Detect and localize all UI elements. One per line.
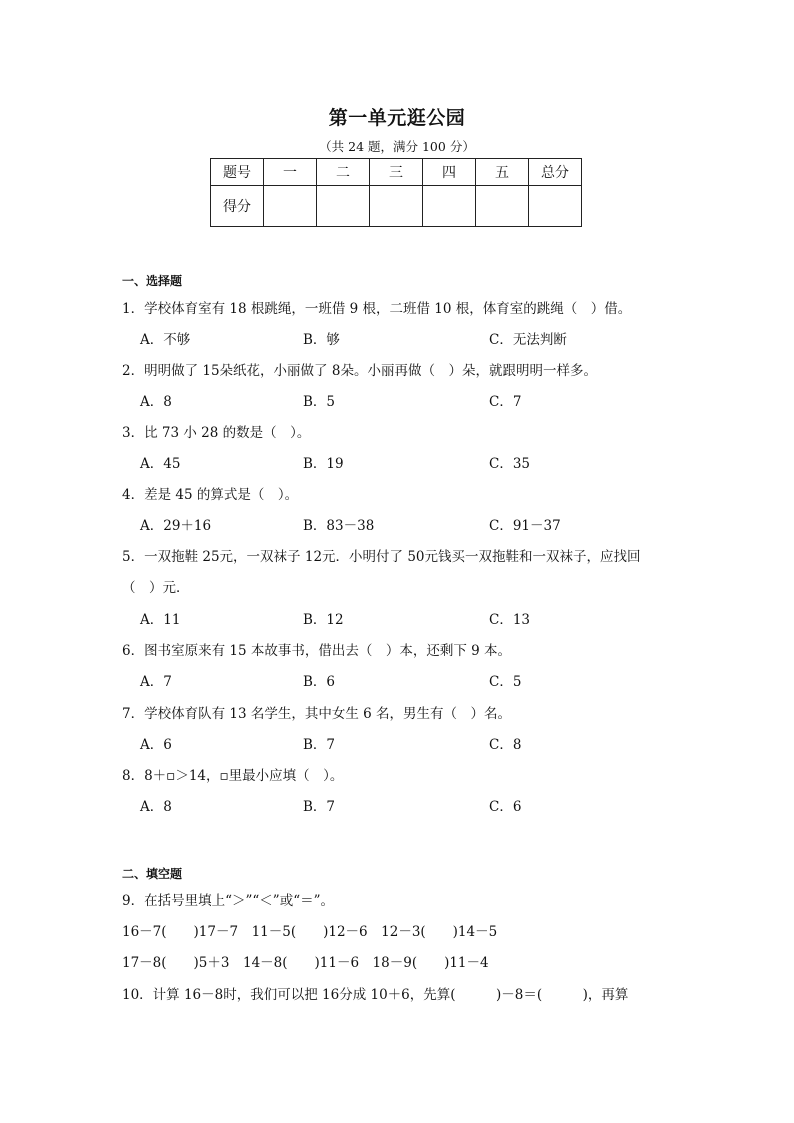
score-table-score-row — [211, 186, 582, 227]
question-6: 6．图书室原来有 15 本故事书，借出去（ ）本，还剩下 9 本。 — [122, 643, 512, 659]
q1-option-b[interactable]: B．够 — [303, 332, 340, 348]
q7-option-b[interactable]: B．7 — [303, 737, 336, 753]
q3-option-b[interactable]: B．19 — [303, 456, 344, 472]
question-8: 8．8＋▫＞14，▫里最小应填（ ）。 — [122, 768, 344, 784]
q5-option-a[interactable]: A．11 — [140, 612, 181, 628]
q7-option-c[interactable]: C．8 — [489, 737, 522, 753]
score-header-cell: 三 — [370, 159, 423, 186]
question-3: 3．比 73 小 28 的数是（ ）。 — [122, 425, 311, 441]
score-cell[interactable] — [370, 186, 423, 227]
question-4: 4．差是 45 的算式是（ ）。 — [122, 487, 299, 503]
section-heading-fill: 二、填空题 — [122, 867, 183, 881]
page-subtitle: （共 24 题，满分 100 分） — [319, 139, 475, 154]
score-cell[interactable] — [529, 186, 582, 227]
q4-option-c[interactable]: C．91－37 — [489, 518, 561, 534]
q1-option-a[interactable]: A．不够 — [140, 332, 191, 348]
question-9: 9．在括号里填上“＞”“＜”或“＝”。 — [122, 893, 334, 909]
q6-option-a[interactable]: A．7 — [140, 674, 172, 690]
score-cell[interactable] — [476, 186, 529, 227]
q1-option-c[interactable]: C．无法判断 — [489, 332, 567, 348]
q7-option-a[interactable]: A．6 — [140, 737, 172, 753]
q2-option-c[interactable]: C．7 — [489, 394, 522, 410]
q8-option-b[interactable]: B．7 — [303, 799, 336, 815]
q6-option-c[interactable]: C．5 — [489, 674, 522, 690]
score-header-cell: 五 — [476, 159, 529, 186]
page-title: 第一单元逛公园 — [328, 107, 466, 129]
question-7: 7．学校体育队有 13 名学生，其中女生 6 名，男生有（ ）名。 — [122, 706, 512, 722]
q2-option-a[interactable]: A．8 — [140, 394, 172, 410]
question-5-continued: （ ）元． — [122, 580, 190, 596]
section-heading-choice: 一、选择题 — [122, 274, 183, 288]
score-header-cell: 题号 — [211, 159, 264, 186]
q5-option-c[interactable]: C．13 — [489, 612, 531, 628]
q6-option-b[interactable]: B．6 — [303, 674, 336, 690]
q5-option-b[interactable]: B．12 — [303, 612, 344, 628]
question-1: 1．学校体育室有 18 根跳绳，一班借 9 根，二班借 10 根，体育室的跳绳（ ）借。 — [122, 301, 632, 317]
score-table-header-row — [211, 159, 582, 186]
score-table — [210, 158, 582, 227]
q4-option-a[interactable]: A．29＋16 — [140, 518, 212, 534]
score-cell[interactable] — [423, 186, 476, 227]
score-cell[interactable] — [317, 186, 370, 227]
score-header-cell: 一 — [264, 159, 317, 186]
question-2: 2．明明做了 15朵纸花，小丽做了 8朵。小丽再做（ ）朵，就跟明明一样多。 — [122, 363, 597, 379]
q9-line-2[interactable]: 17－8( )5＋3 14－8( )11－6 18－9( )11－4 — [122, 955, 489, 971]
score-header-cell: 总分 — [529, 159, 582, 186]
q9-line-1[interactable]: 16－7( )17－7 11－5( )12－6 12－3( )14－5 — [122, 924, 498, 940]
question-10: 10．计算 16－8时，我们可以把 16分成 10＋6，先算( )－8＝( )，再算 — [122, 987, 629, 1003]
question-5: 5．一双拖鞋 25元，一双袜子 12元．小明付了 50元钱买一双拖鞋和一双袜子，应找回 — [122, 549, 641, 565]
q2-option-b[interactable]: B．5 — [303, 394, 336, 410]
score-row-label: 得分 — [211, 186, 264, 227]
q3-option-c[interactable]: C．35 — [489, 456, 531, 472]
q4-option-b[interactable]: B．83－38 — [303, 518, 375, 534]
score-header-cell: 四 — [423, 159, 476, 186]
score-header-cell: 二 — [317, 159, 370, 186]
q8-option-c[interactable]: C．6 — [489, 799, 522, 815]
q3-option-a[interactable]: A．45 — [140, 456, 181, 472]
score-cell[interactable] — [264, 186, 317, 227]
q8-option-a[interactable]: A．8 — [140, 799, 172, 815]
